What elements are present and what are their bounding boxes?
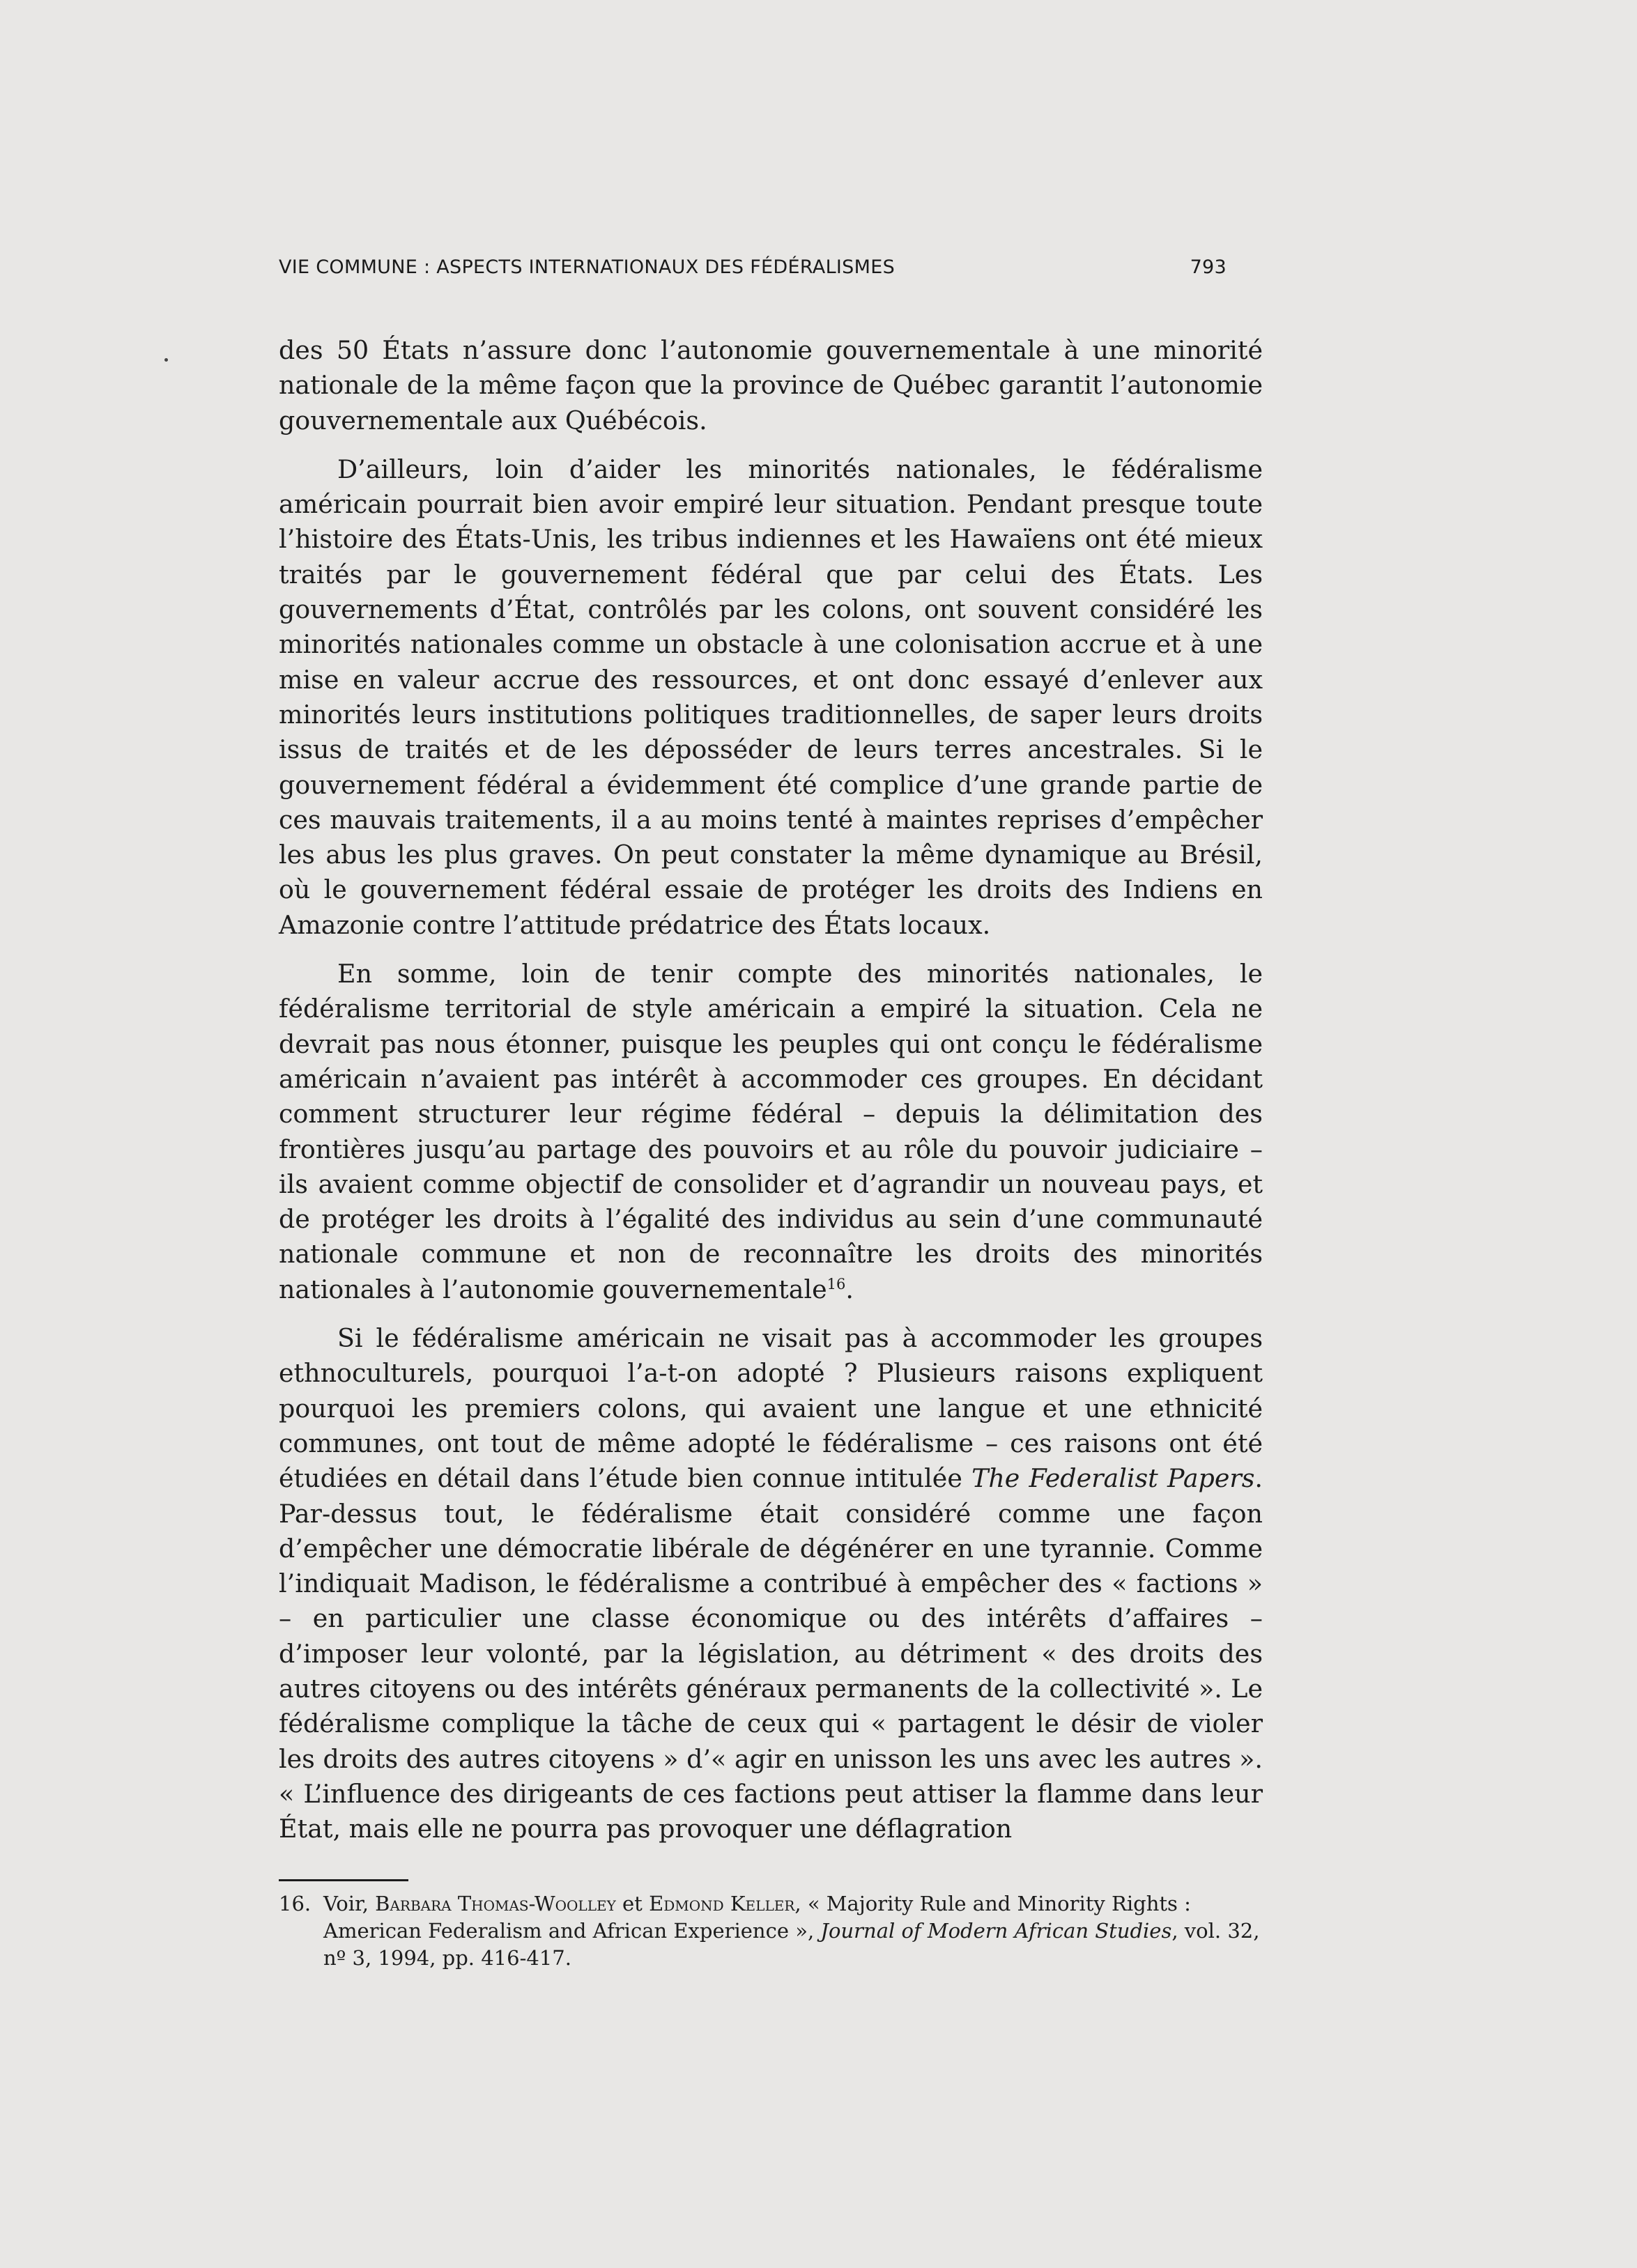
footnote-tail: , vol. 32, nº 3, 1994, pp. 416-417. — [323, 1919, 1260, 1970]
page-number: 793 — [1190, 256, 1227, 278]
footnote-lead: Voir, — [323, 1892, 376, 1915]
footnote-author-2: Edmond Keller — [649, 1892, 795, 1915]
footnote-reference-16[interactable]: 16 — [827, 1275, 846, 1293]
paragraph-1: des 50 États n’assure donc l’autonomie gouvernementale à une minorité nationale de la même façon que la province de Québec garantit l’autonomie gouvernementale aux Québécois. — [279, 335, 1263, 435]
footnote-16 — [279, 1890, 1263, 1972]
footnote-number: 16. — [279, 1892, 312, 1915]
body-text — [279, 333, 1263, 1860]
paragraph-4-text-before: Si le fédéralisme américain ne visait pas à accommoder les groupes ethnoculturels, pourquoi l’a-t-on adopté ? Plusieurs raisons expliquent pourquoi les premiers colons, qui avaient une langue et une ethnicité communes, ont tout de même adopté le fédéralisme – ces raisons ont été étudiées en détail dans l’étude bien connue intitulée — [279, 1323, 1263, 1494]
paragraph-3: En somme, loin de tenir compte des minorités nationales, le fédéralisme territorial de style américain a empiré la situation. Cela ne devrait pas nous étonner, puisque les peuples qui ont conçu le fédéralisme américain n’avaient pas intérêt à accommoder ces groupes. En décidant comment structurer leur régime fédéral – depuis la délimitation des frontières jusqu’au partage des pouvoirs et au rôle du pouvoir judiciaire – ils avaient comme objectif de consolider et d’agrandir un nouveau pays, et de protéger les droits à l’égalité des individus au sein d’une communauté nationale commune et non de reconnaître les droits des minorités nationales à l’autonomie gouvernementale$^{16}$. — [279, 959, 1263, 1304]
running-title: VIE COMMUNE : ASPECTS INTERNATIONAUX DES FÉDÉRALISMES — [279, 256, 896, 278]
footnote-journal: Journal of Modern African Studies — [820, 1919, 1172, 1943]
footnote-body — [323, 1890, 1263, 1972]
paragraph-2: D’ailleurs, loin d’aider les minorités nationales, le fédéralisme américain pourrait bien avoir empiré leur situation. Pendant presque toute l’histoire des États-Unis, les tribus indiennes et les Hawaïens ont été mieux traités par le gouvernement fédéral que par celui des États. Les gouvernements d’État, contrôlés par les colons, ont souvent considéré les minorités nationales comme un obstacle à une colonisation accrue et à une mise en valeur accrue des ressources, et ont donc essayé d’enlever aux minorités leurs institutions politiques traditionnelles, de saper leurs droits issus de traités et de les déposséder de leurs terres ancestrales. Si le gouvernement fédéral a évidemment été complice d’une grande partie de ces mauvais traitements, il a au moins tenté à maintes reprises d’empêcher les abus les plus graves. On peut constater la même dynamique au Brésil, où le gouvernement fédéral essaie de protéger les droits des Indiens en Amazonie contre l’attitude prédatrice des États locaux. — [279, 454, 1263, 940]
scan-speck — [164, 358, 168, 362]
footnote-author-1: Barbara Thomas-Woolley — [375, 1892, 616, 1915]
footnote-joiner: et — [615, 1892, 650, 1915]
paragraph-3-text: En somme, loin de tenir compte des minorités nationales, le fédéralisme territorial de style américain a empiré la situation. Cela ne devrait pas nous étonner, puisque les peuples qui ont conçu le fédéralisme américain n’avaient pas intérêt à accommoder ces groupes. En décidant comment structurer leur régime fédéral – depuis la délimitation des frontières jusqu’au partage des pouvoirs et au rôle du pouvoir judiciaire – ils avaient comme objectif de consolider et d’agrandir un nouveau pays, et de protéger les droits à l’égalité des individus au sein d’une communauté nationale commune et non de reconnaître les droits des minorités nationales à l’autonomie gouvernementale — [279, 959, 1263, 1304]
paragraph-4-text-after: . Par-dessus tout, le fédéralisme était considéré comme une façon d’empêcher une démocratie libérale de dégénérer en une tyrannie. Comme l’indiquait Madison, le fédéralisme a contribué à empêcher des « factions » – en particulier une classe économique ou des intérêts d’affaires – d’imposer leur volonté, par la législation, au détriment « des droits des autres citoyens ou des intérêts généraux permanents de la collectivité ». Le fédéralisme complique la tâche de ceux qui « partagent le désir de violer les droits des autres citoyens » d’« agir en unisson les uns avec les autres ». « L’influence des dirigeants de ces factions peut attiser la flamme dans leur État, mais elle ne pourra pas provoquer une déflagration — [279, 1463, 1263, 1844]
footnote-article-title: , « Majority Rule and Minority Rights : American Federalism and African Experience », — [323, 1892, 1191, 1943]
footnote-separator — [279, 1879, 408, 1881]
federalist-papers-title: The Federalist Papers — [971, 1463, 1255, 1494]
paragraph-4 — [279, 1321, 1263, 1846]
